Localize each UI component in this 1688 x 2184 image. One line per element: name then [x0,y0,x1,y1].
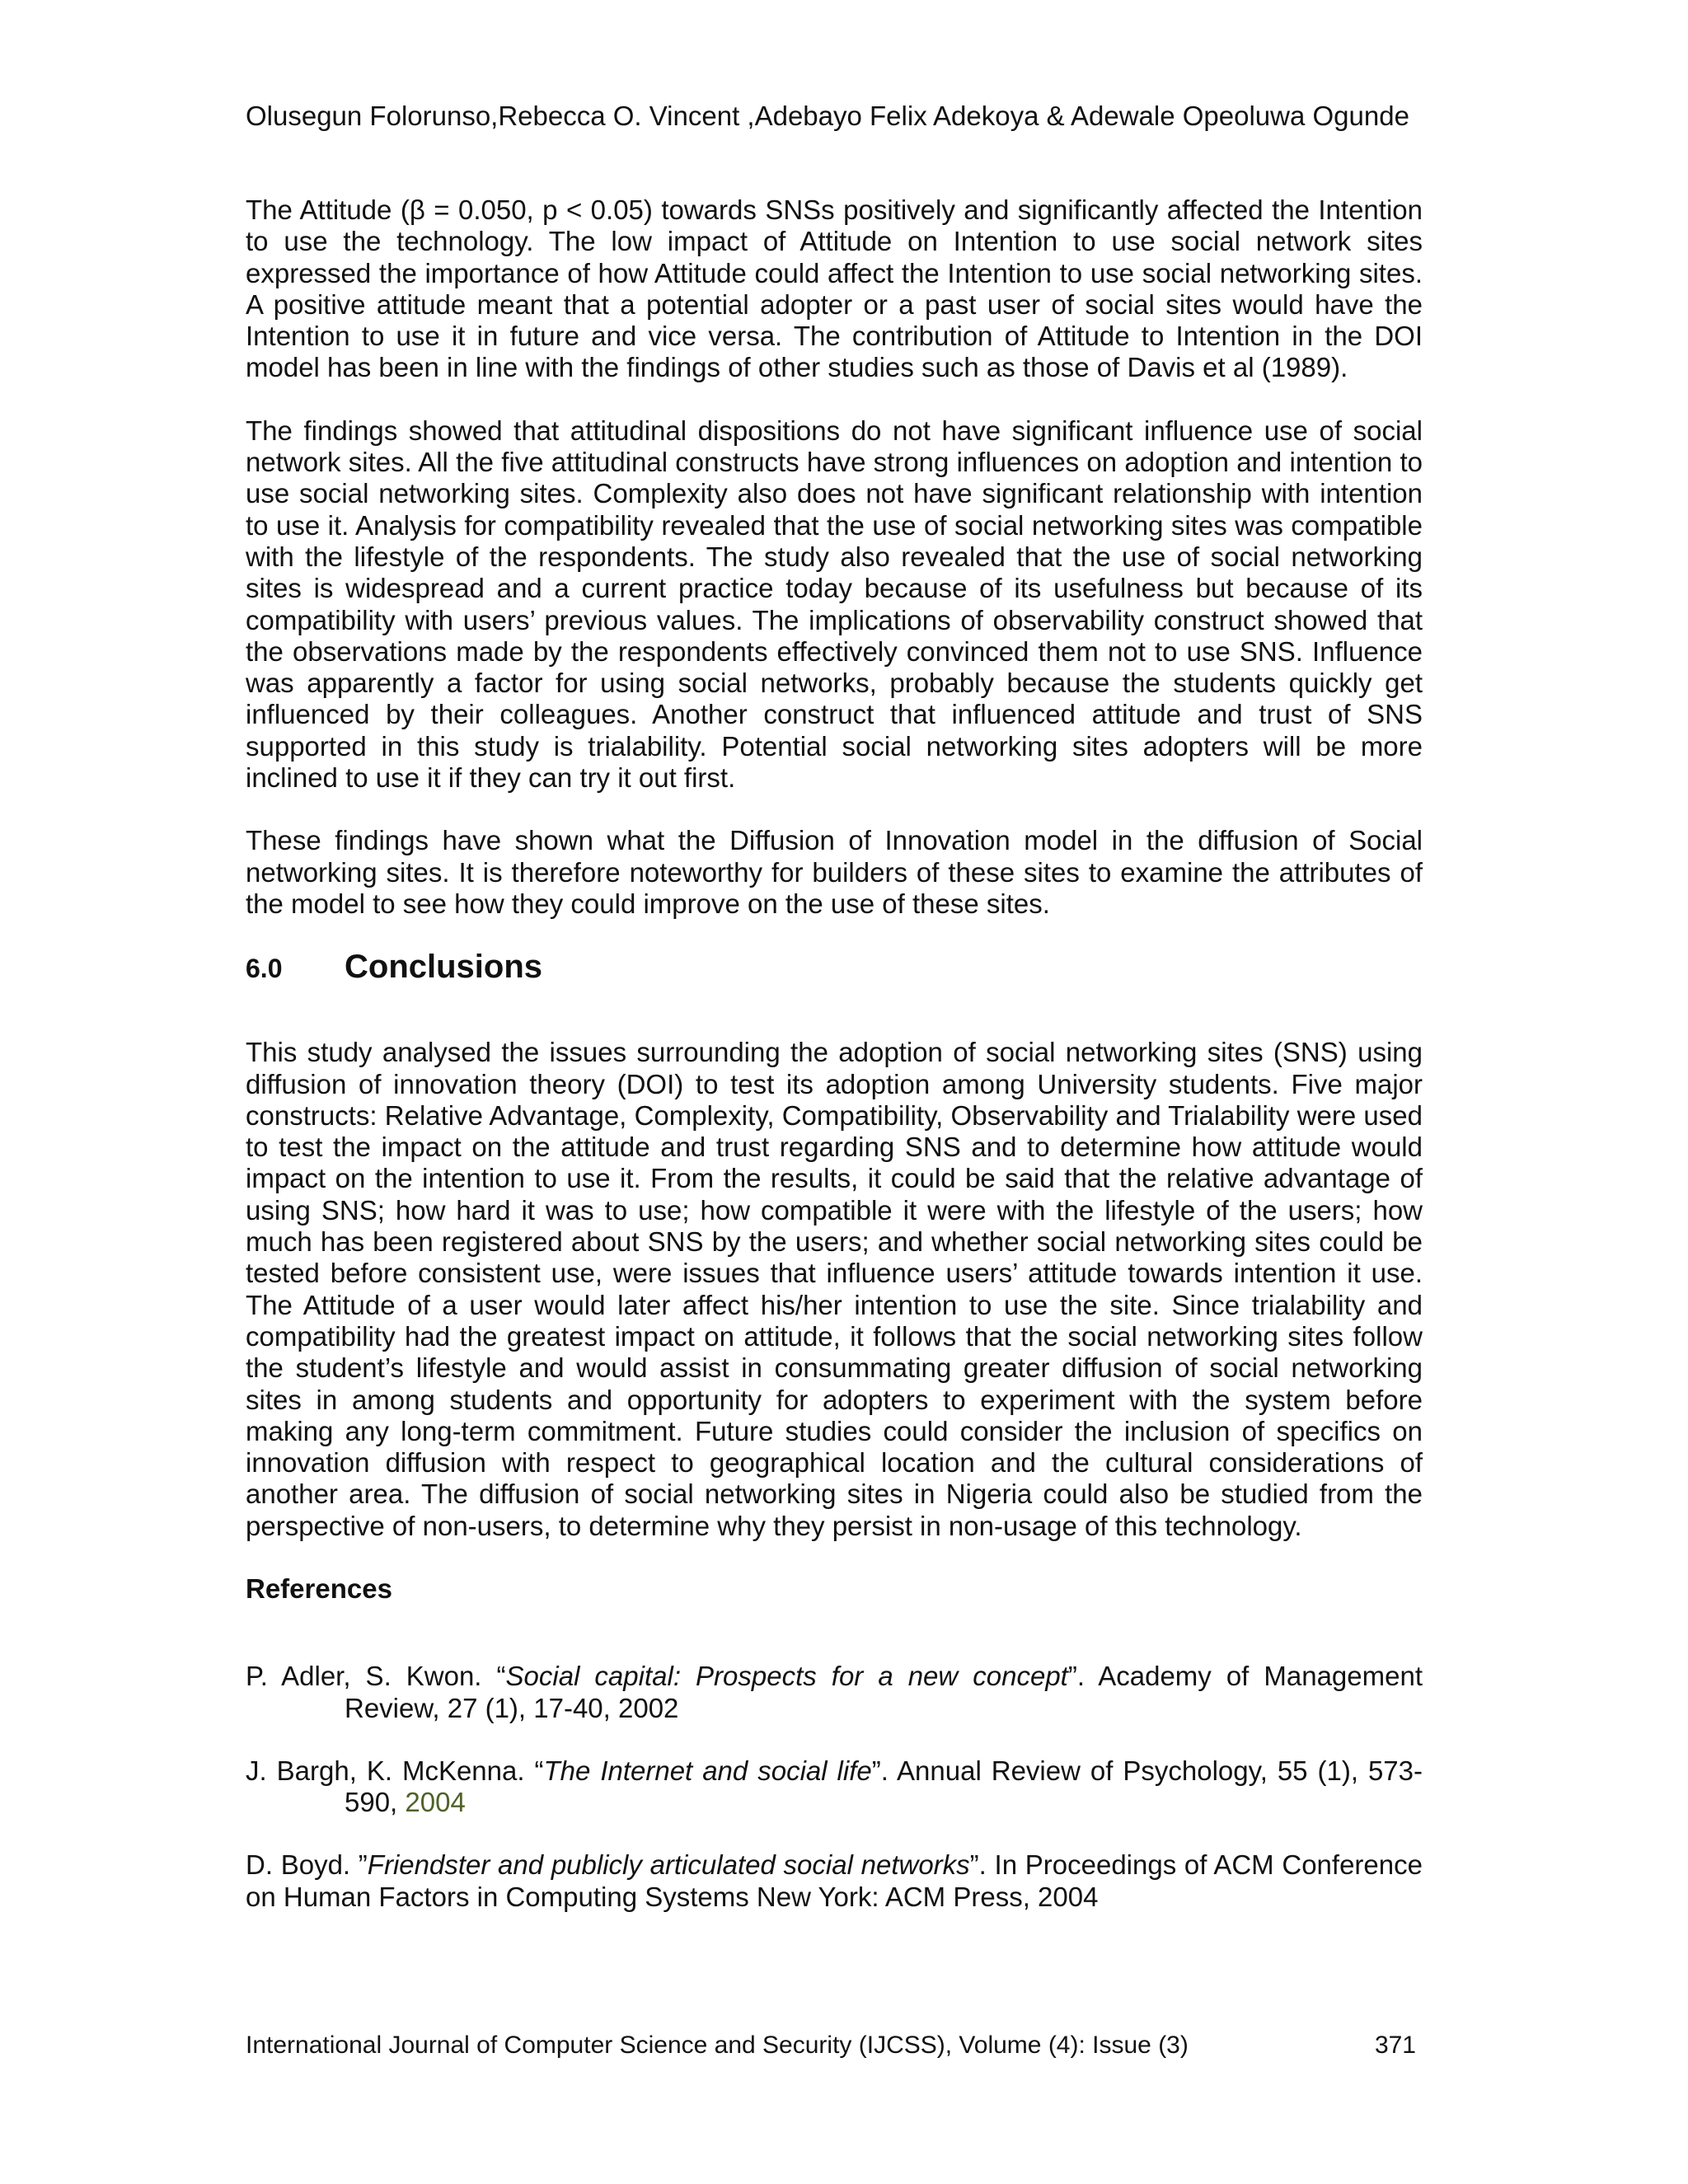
reference-title: Friendster and publicly articulated social networks [367,1849,970,1881]
body-text [246,194,1423,1944]
running-head-authors: Olusegun Folorunso,Rebecca O. Vincent ,Adebayo Felix Adekoya & Adewale Opeoluwa Ogunde [246,101,1409,131]
reference-item-boyd [246,1849,1423,1913]
reference-source: ”. Academy of Management Review, 27 (1), 17-40, 2002 [345,1661,1423,1723]
reference-source: ”. Annual Review of Psychology, 55 (1), 573-590, [345,1755,1423,1818]
references-heading: References [246,1572,392,1604]
paragraph-conclusions: This study analysed the issues surrounding the adoption of social networking sites (SNS) using diffusion of innovation theory (DOI) to test its adoption among University students. Five major constructs: Relative Advantage, Complexity, Compatibility, Observability and Trialability were used to test the impact on the attitude and trust regarding SNS and to determine how attitude would impact on the intention to use it. From the results, it could be said that the relative advantage of using SNS; how hard it was to use; how compatible it were with the lifestyle of the users; how much has been registered about SNS by the users; and whether social networking sites could be tested before consistent use, were issues that influence users’ attitude towards intention it use. The Attitude of a user would later affect his/her intention to use the site. Since trialability and compatibility had the greatest impact on attitude, it follows that the social networking sites follow the student’s lifestyle and would assist in consummating greater diffusion of social networking sites in among students and opportunity for adopters to experiment with the system before making any long-term commitment. Future studies could consider the inclusion of specifics on innovation diffusion with respect to geographical location and the cultural considerations of another area. The diffusion of social networking sites in Nigeria could also be studied from the perspective of non-users, to determine why they persist in non-usage of this technology. [246,1037,1423,1541]
reference-source: ”. In Proceedings of ACM Conference on Human Factors in Computing Systems New York: ACM Press, 2004 [246,1849,1423,1912]
paragraph-diffusion-model: These findings have shown what the Diffusion of Innovation model in the diffusion of Social networking sites. It is therefore noteworthy for builders of these sites to examine the attributes of the model to see how they could improve on the use of these sites. [246,825,1423,919]
footer-journal: International Journal of Computer Science and Security (IJCSS), Volume (4): Issue (3) [246,2032,1189,2059]
footer-page-number: 371 [1374,2032,1416,2059]
section-heading-conclusions [246,951,1423,1004]
paragraph-findings: The findings showed that attitudinal dispositions do not have significant influence use of social network sites. All the five attitudinal constructs have strong influences on adoption and intention to use social networking sites. Complexity also does not have significant relationship with intention to use it. Analysis for compatibility revealed that the use of social networking sites was compatible with the lifestyle of the respondents. The study also revealed that the use of social networking sites is widespread and a current practice today because of its usefulness but because of its compatibility with users’ previous values. The implications of observability construct showed that the observations made by the respondents effectively convinced them not to use SNS. Influence was apparently a factor for using social networks, probably because the students quickly get influenced by their colleagues. Another construct that influenced attitude and trust of SNS supported in this study is trialability. Potential social networking sites adopters will be more inclined to use it if they can try it out first. [246,415,1423,794]
paragraph-attitude: The Attitude (β = 0.050, p < 0.05) towards SNSs positively and significantly affected the Intention to use the technology. The low impact of Attitude on Intention to use social network sites expressed the importance of how Attitude could affect the Intention to use social networking sites. A positive attitude meant that a potential adopter or a past user of social sites would have the Intention to use it in future and vice versa. The contribution of Attitude to Intention in the DOI model has been in line with the findings of other studies such as those of Davis et al (1989). [246,194,1423,383]
section-number: 6.0 [246,954,283,984]
reference-title: Social capital: Prospects for a new concept [505,1661,1068,1692]
section-title: Conclusions [345,949,543,986]
reference-title: The Internet and social life [543,1755,872,1786]
page-footer [246,2029,1416,2062]
reference-authors: P. Adler, S. Kwon. “ [246,1661,506,1692]
reference-authors: J. Bargh, K. McKenna. “ [246,1755,544,1786]
reference-authors: D. Boyd. ” [246,1849,368,1881]
reference-item-adler [246,1661,1423,1724]
reference-item-bargh [246,1755,1423,1819]
reference-year: 2004 [405,1787,466,1818]
